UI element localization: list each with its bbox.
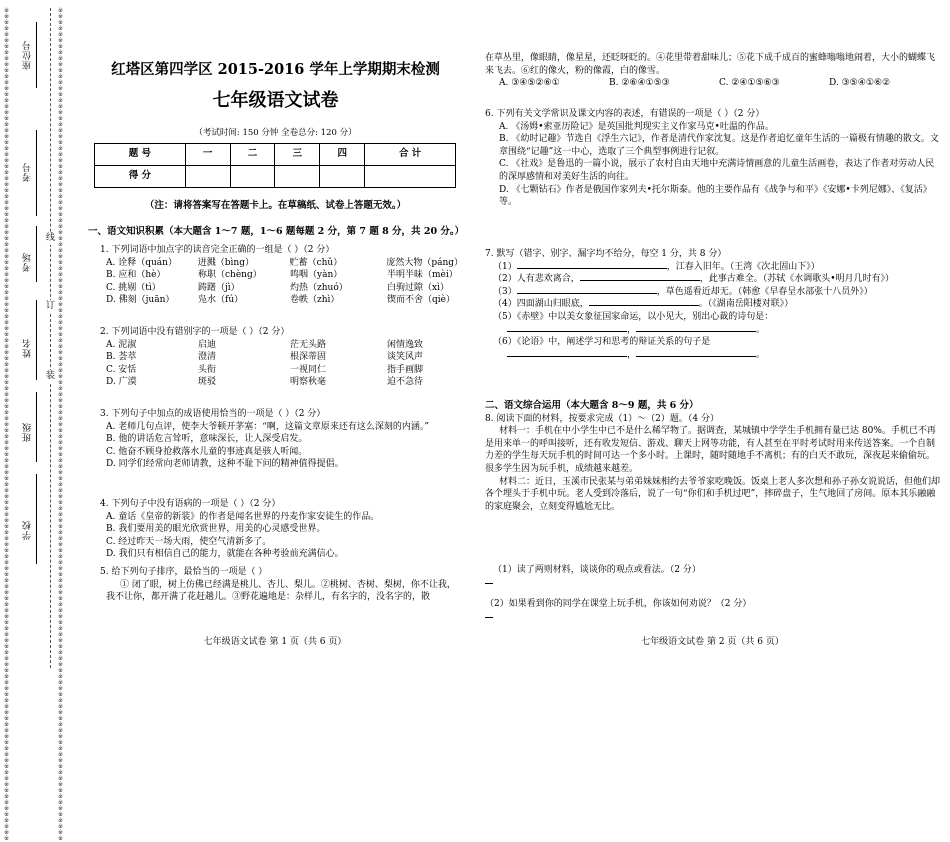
seat-line [36,22,37,88]
question-5 [88,566,463,604]
q8-sub2 [485,598,940,618]
q3-option: D. 同学们经常向老师请教，这种不耻下问的精神值得提倡。 [106,459,344,470]
score-cell: 得 分 [95,166,186,188]
page-2 [485,0,940,675]
q1-option-row: C. 挑剔（tì） 踌躇（jì） 灼热（zhuó） 白驹过隙（xì） [106,282,449,293]
cut-char-ding: 订 [46,301,56,311]
blank[interactable] [589,305,699,306]
q5-stem: 5. 给下列句子排序，最恰当的一项是（ ） [100,567,268,577]
q2-option-row: A. 泥淑 启迪 茫无头路 闲情逸致 [106,339,424,350]
question-3 [88,408,463,471]
exam-info: （考试时间: 150 分钟 全卷总分: 120 分） [194,128,357,138]
q6-option: D. 《七颗钻石》作者是俄国作家列夫•托尔斯泰。他的主要作品有《战争与和平》《安娜•卡列尼娜》、《复活》等。 [499,184,932,208]
q7-item: （6）《论语》中，阐述学习和思考的辩证关系的句子是 ， 。 [493,337,766,360]
answer-note: （注：请将答案写在答题卡上。在草稿纸、试卷上答题无效。） [144,200,407,211]
page-1 [0,0,465,842]
cut-char-xian: 线 [46,233,56,243]
binding-margin [0,0,92,842]
question-4 [88,498,463,561]
score-cell: 二 [230,144,275,166]
q1-option-row: B. 应和（hè） 称职（chèng） 鸣咽（yàn） 半明半昧（mèi） [106,270,458,281]
footer-page-1: 七年级语文试卷 第 1 页（共 6 页） [203,637,347,647]
paper-title: 七年级语文试卷 [212,90,339,111]
score-input-cell[interactable] [365,166,456,188]
q4-option: C. 经过昨天一场大雨，使空气清新多了。 [106,536,272,547]
q5-text-continued: 在草丛里，像眼睛，像星星，还眨呀眨的。④花里带着甜味儿；⑤花下成千成百的蜜蜂嗡嗡地闹着，大小的蝴蝶飞来飞去。⑥红的像火，粉的像霞，白的像雪。 [485,53,936,76]
q8-stem: 8. 阅读下面的材料，按要求完成（1）～（2）题。（4 分） [485,413,719,424]
blank[interactable] [636,356,756,357]
cut-line [50,8,51,668]
question-1 [88,244,463,307]
q7-item: （3） ，草色遥看近却无。（韩愈《早春呈水部张十八员外》） [493,286,873,297]
class-label: 班级 [23,422,33,442]
score-cell: 三 [275,144,320,166]
name-label: 姓名 [23,338,33,358]
score-cell: 题 号 [95,144,186,166]
q4-option: B. 我们要用美的眼光欣赏世界，用美的心灵感受世界。 [106,524,326,535]
q4-stem: 4. 下列句子中没有语病的一项是（ ）（2 分） [100,499,281,509]
q1-option-row: A. 诠释（quán） 迸溅（bìng） 贮蓄（chǔ） 庞然大物（páng） [106,257,464,268]
question-7 [485,248,940,361]
section2 [485,400,940,513]
q7-item: （2）人有悲欢离合， ，此事古难全。（苏轼《水调歌头•明月几时有》） [493,274,895,285]
q3-stem: 3. 下列句子中加点的成语使用恰当的一项是（ ）（2 分） [100,409,326,419]
question-2 [88,326,463,389]
score-table-score-row [95,166,456,188]
q7-item: （5）《赤壁》中以美女象征国家命运，以小见大，别出心裁的诗句是： ， 。 [493,311,774,335]
q8-sub1-text: （1）读了两则材料，谈谈你的观点或看法。（2 分） [493,565,701,575]
score-input-cell[interactable] [230,166,275,188]
footer-page-2: 七年级语文试卷 第 2 页（共 6 页） [641,637,784,647]
school-line [36,474,37,564]
q7-stem: 7. 默写（错字、别字、漏字均不给分，每空 1 分，共 8 分） [485,249,727,259]
q4-option: A. 童话《皇帝的新装》的作者是闻名世界的丹麦作家安徒生的作品。 [106,511,380,522]
score-cell: 四 [320,144,365,166]
q7-item: （4）四面湖山归眼底， 。（《湖南岳阳楼对联》） [493,299,794,310]
q4-option: D. 我们只有相信自己的能力，就能在各种考验前充满信心。 [106,549,344,560]
seat-label: 座位号 [23,40,33,70]
q6-option: B. 《幼时记趣》节选自《浮生六记》，作者是清代作家沈复。这是作者追忆童年生活的一篇极有情趣的散文。文章围绕“记趣”这一中心，选取了三个典型事例进行记叙。 [499,134,939,157]
q5-options: A. ③④⑤②⑥① B. ②⑥④①⑤③ C. ②④①⑤⑥③ D. ③⑤④①⑥② [499,78,891,89]
q2-stem: 2. 下列词语中没有错别字的一项是（ ）（2 分） [100,327,290,337]
answer-line[interactable] [485,583,493,584]
exam-title: 红塔区第四学区 2015-2016 学年上学期期末检测 [111,61,440,78]
q2-option-row: B. 荟萃 澄清 根深蒂固 谈笑风声 [106,352,424,363]
question-6 [485,108,940,209]
blank[interactable] [507,331,627,332]
score-input-cell[interactable] [275,166,320,188]
q3-option: A. 老师几句点评，使李大爷顿开茅塞：“啊，这篇文章原来还有这么深刻的内涵。” [106,421,429,432]
q7-item: （1） ，江春入旧年。（王湾《次北固山下》） [493,261,820,272]
exam-number-line [36,130,37,216]
section2-heading: 二、语文综合运用（本大题含 8～9 题，共 6 分） [485,400,699,411]
name-line [36,300,37,380]
exam-room-label: 考场 [23,252,33,272]
q2-option-row: C. 安恬 头衔 一视同仁 指手画脚 [106,364,424,375]
q3-option: C. 他奋不顾身抢救落水儿童的事迹真是骇人听闻。 [106,446,308,457]
star-border-inner: ※※※※※※※※※※※※※※※※※※※※※※※※※※※※※※※※※※※※※※※※※※※※※※※※※※※※※※※※※※※※※※※※※※※※※※※※※※※※※※※※※※※※※※※※※※※※※※※※※※※※※※※※※※※※※※※※※※※※※※※※※※※※※※※※※※※※※※※※※※※ [58,7,64,842]
section1-heading: 一、语文知识积累（本大题含 1～7 题，1～6 题每题 2 分，第 7 题 8 分，共 20 分。） [88,226,465,237]
score-input-cell[interactable] [320,166,365,188]
q3-option: B. 他的讲话危言耸听，意味深长，让人深受启发。 [106,434,308,445]
q2-option-row: D. 广漠 斑驳 明察秋毫 迫不急待 [106,377,424,388]
score-cell: 一 [185,144,230,166]
q6-stem: 6. 下列有关文学常识及课文内容的表述，有错误的一项是（ ）（2 分） [485,109,765,119]
class-line [36,392,37,462]
score-input-cell[interactable] [185,166,230,188]
score-cell: 合 计 [365,144,456,166]
material-1: 材料一：手机在中小学生中已不是什么稀罕物了。据调查，某城镇中学学生手机拥有量已达 80%。手机已不再是用来单一的呼叫接听，还有收发短信、游戏、聊天上网等功能，有人甚至在平时考试时用来传送答案。一个自制力差的学生每天玩手机的时间可达一个多小时。上课时，随时随地手不离机；有的白天不敢玩，深夜起来偷偷玩。很多学生因为玩手机，成绩越来越差。 [485,426,936,474]
q5-text: ① 闭了眼，树上仿佛已经满是桃儿、杏儿、梨儿。②桃树、杏树、梨树，你不让我，我不让你，都开满了花赶趟儿。③野花遍地是：杂样儿，有名字的，没名字的，散 [106,579,456,603]
exam-room-line [36,226,37,282]
answer-line[interactable] [485,617,493,618]
material-2: 材料二：近日，玉溪市民张某与弟弟妹妹相约去爷爷家吃晚饭。饭桌上老人多次想和孙子孙女说说话，但他们却各个埋头于手机中玩。老人受到冷落后，说了一句“你们和手机过吧”，摔碎盘子，生气地回了房间。原本其乐融融的家庭聚会，立刻变得尴尬无比。 [485,476,941,512]
score-table-header-row [95,144,456,166]
q6-option: A. 《汤姆•索亚历险记》是英国批判现实主义作家马克•吐温的作品。 [499,121,774,132]
blank[interactable] [636,331,756,332]
school-label: 学校 [23,520,33,540]
cut-char-zhuang: 装 [46,371,56,381]
exam-number-label: 考号 [23,162,33,182]
q8-sub1 [485,564,940,584]
star-border-outer: ※※※※※※※※※※※※※※※※※※※※※※※※※※※※※※※※※※※※※※※※※※※※※※※※※※※※※※※※※※※※※※※※※※※※※※※※※※※※※※※※※※※※※※※※※※※※※※※※※※※※※※※※※※※※※※※※※※※※※※※※※※※※※※※※※※※※※※※※※※※ [4,7,10,842]
q1-option-row: D. 佛刻（juān） 凫水（fú） 卷帙（zhì） 锲而不舍（qiè） [106,295,455,306]
blank[interactable] [517,293,657,294]
q5-continued [485,52,940,90]
q8-sub2-text: （2）如果看到你的同学在课堂上玩手机，你该如何劝说？（2 分） [485,599,752,609]
q1-stem: 1. 下列词语中加点字的读音完全正确的一组是（ ）（2 分） [100,245,335,255]
blank[interactable] [507,356,627,357]
q6-option: C. 《社戏》是鲁迅的一篇小说，展示了农村自由天地中充满诗情画意的儿童生活画卷，表达了作者对劳动人民的深厚感情和对美好生活的向往。 [499,159,935,182]
blank[interactable] [517,268,667,269]
score-table [94,143,456,188]
blank[interactable] [580,280,700,281]
